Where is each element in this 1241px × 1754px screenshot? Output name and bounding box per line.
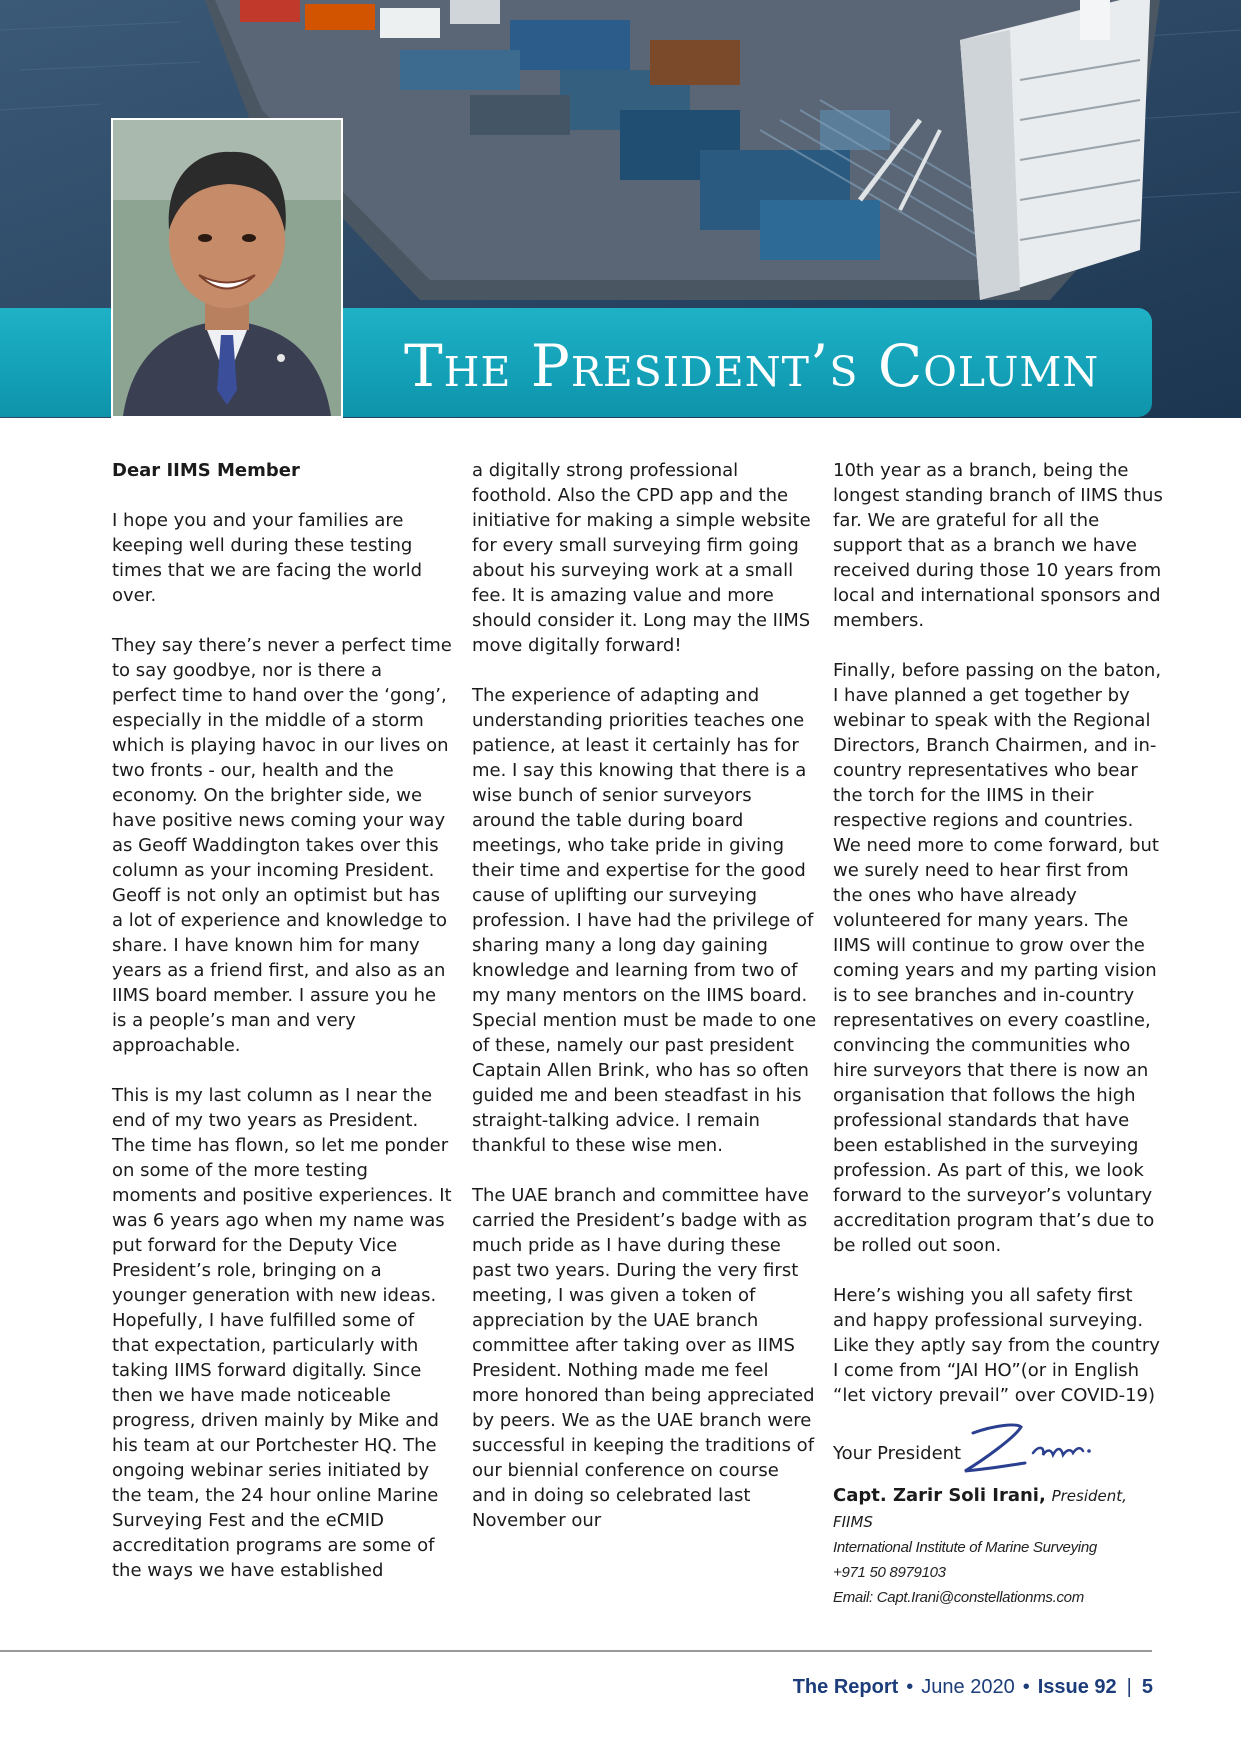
paragraph: The experience of adapting and understanding priorities teaches one patience, at least it certainly has for me. I say this knowing that there is a wise bunch of senior surveyors around the table during board meetings, who take pride in giving their time and expertise for the good cause of uplifting our surveying profession. I have had the privilege of sharing many a long day gaining knowledge and learning from two of my many mentors on the IIMS board. Special mention must be made to one of these, namely our past president Captain Allen Brink, who has so often guided me and been steadfast in his straight-talking advice. I remain thankful to these wise men. bbox=[472, 685, 817, 1156]
paragraph: a digitally strong professional foothold. Also the CPD app and the initiative for making a simple website for every small surveying firm going about his surveying work at a small fee. It is amazing value and more should consider it. Long may the IIMS move digitally forward! bbox=[472, 460, 811, 656]
email-address: Email: Capt.Irani@constellationms.com bbox=[833, 1589, 1084, 1606]
portrait-illustration bbox=[113, 120, 341, 416]
page-number: 5 bbox=[1141, 1676, 1153, 1698]
publication-name: The Report bbox=[792, 1676, 899, 1698]
closing-text: Your President bbox=[833, 1443, 962, 1464]
separator-dot: • bbox=[1022, 1676, 1030, 1698]
text-column-2 bbox=[472, 458, 817, 1558]
phone-number: +971 50 8979103 bbox=[833, 1564, 946, 1581]
paragraph: I hope you and your families are keeping well during these testing times that we are facing the world over. bbox=[112, 510, 423, 606]
paragraph: 10th year as a branch, being the longest standing branch of IIMS thus far. We are grateful for all the support that as a branch we have received during those 10 years from local and international sponsors and members. bbox=[833, 460, 1163, 631]
issue-number: Issue 92 bbox=[1037, 1676, 1117, 1698]
signatory-name: Capt. Zarir Soli Irani, bbox=[833, 1485, 1046, 1506]
paragraph: Here’s wishing you all safety first and happy professional surveying. Like they aptly say from the country I come from “JAI HO”(or in English “let victory prevail” over COVID-19) bbox=[833, 1285, 1160, 1406]
paragraph: Finally, before passing on the baton, I have planned a get together by webinar to speak with the Regional Directors, Branch Chairmen, and in-country representatives who bear the torch for the IIMS in their respective regions and countries. We need more to come forward, but we surely need to hear first from the ones who have already volunteered for many years. The IIMS will continue to grow over the coming years and my parting vision is to see branches and in-country representatives on every coastline, convincing the communities who hire surveyors that there is now an organisation that follows the high professional standards that have been established in the surveying profession. As part of this, we look forward to the surveyor’s voluntary accreditation program that’s due to be rolled out soon. bbox=[833, 660, 1162, 1256]
salutation: Dear IIMS Member bbox=[112, 460, 300, 481]
page-footer bbox=[793, 1672, 1153, 1702]
signatory-name-line bbox=[833, 1483, 1163, 1535]
paragraph: They say there’s never a perfect time to say goodbye, nor is there a perfect time to hand over the ‘gong’, especially in the middle of a storm which is playing havoc in our lives on two fronts - our, health and the economy. On the brighter side, we have positive news coming your way as Geoff Waddington takes over this column as your incoming President. Geoff is not only an optimist but has a lot of experience and knowledge to share. I have known him for many years as a friend first, and also as an IIMS board member. I assure you he is a people’s man and very approachable. bbox=[112, 635, 452, 1056]
page-title: The President’s Column bbox=[404, 332, 1100, 400]
footer-divider: | bbox=[1126, 1676, 1132, 1698]
footer-rule bbox=[0, 1650, 1152, 1652]
signatory-role: President, FIIMS bbox=[833, 1487, 1127, 1531]
handwritten-signature bbox=[955, 1419, 1105, 1479]
president-portrait bbox=[111, 118, 343, 418]
text-column-3 bbox=[833, 458, 1163, 1610]
signature-block bbox=[833, 1433, 1163, 1473]
paragraph: This is my last column as I near the end of my two years as President. The time has flown, so let me ponder on some of the more testing moments and positive experiences. It was 6 years ago when my name was put forward for the Deputy Vice President’s role, bringing on a younger generation with new ideas. Hopefully, I have fulfilled some of that expectation, particularly with taking IIMS forward digitally. Since then we have made noticeable progress, driven mainly by Mike and his team at our Portchester HQ. The ongoing webinar series initiated by the team, the 24 hour online Marine Surveying Fest and the eCMID accreditation programs are some of the ways we have established bbox=[112, 1085, 452, 1581]
paragraph: The UAE branch and committee have carried the President’s badge with as much pride as I have during these past two years. During the very first meeting, I was given a token of appreciation by the UAE branch committee after taking over as IIMS President. Nothing made me feel more honored than being appreciated by peers. We as the UAE branch were successful in keeping the traditions of our biennial conference on course and in doing so celebrated last November our bbox=[472, 1185, 815, 1531]
separator-dot: • bbox=[906, 1676, 914, 1698]
organisation: International Institute of Marine Surveying bbox=[833, 1539, 1097, 1556]
hero-banner bbox=[0, 0, 1241, 418]
issue-date: June 2020 bbox=[921, 1676, 1015, 1698]
text-column-1 bbox=[112, 458, 452, 1608]
